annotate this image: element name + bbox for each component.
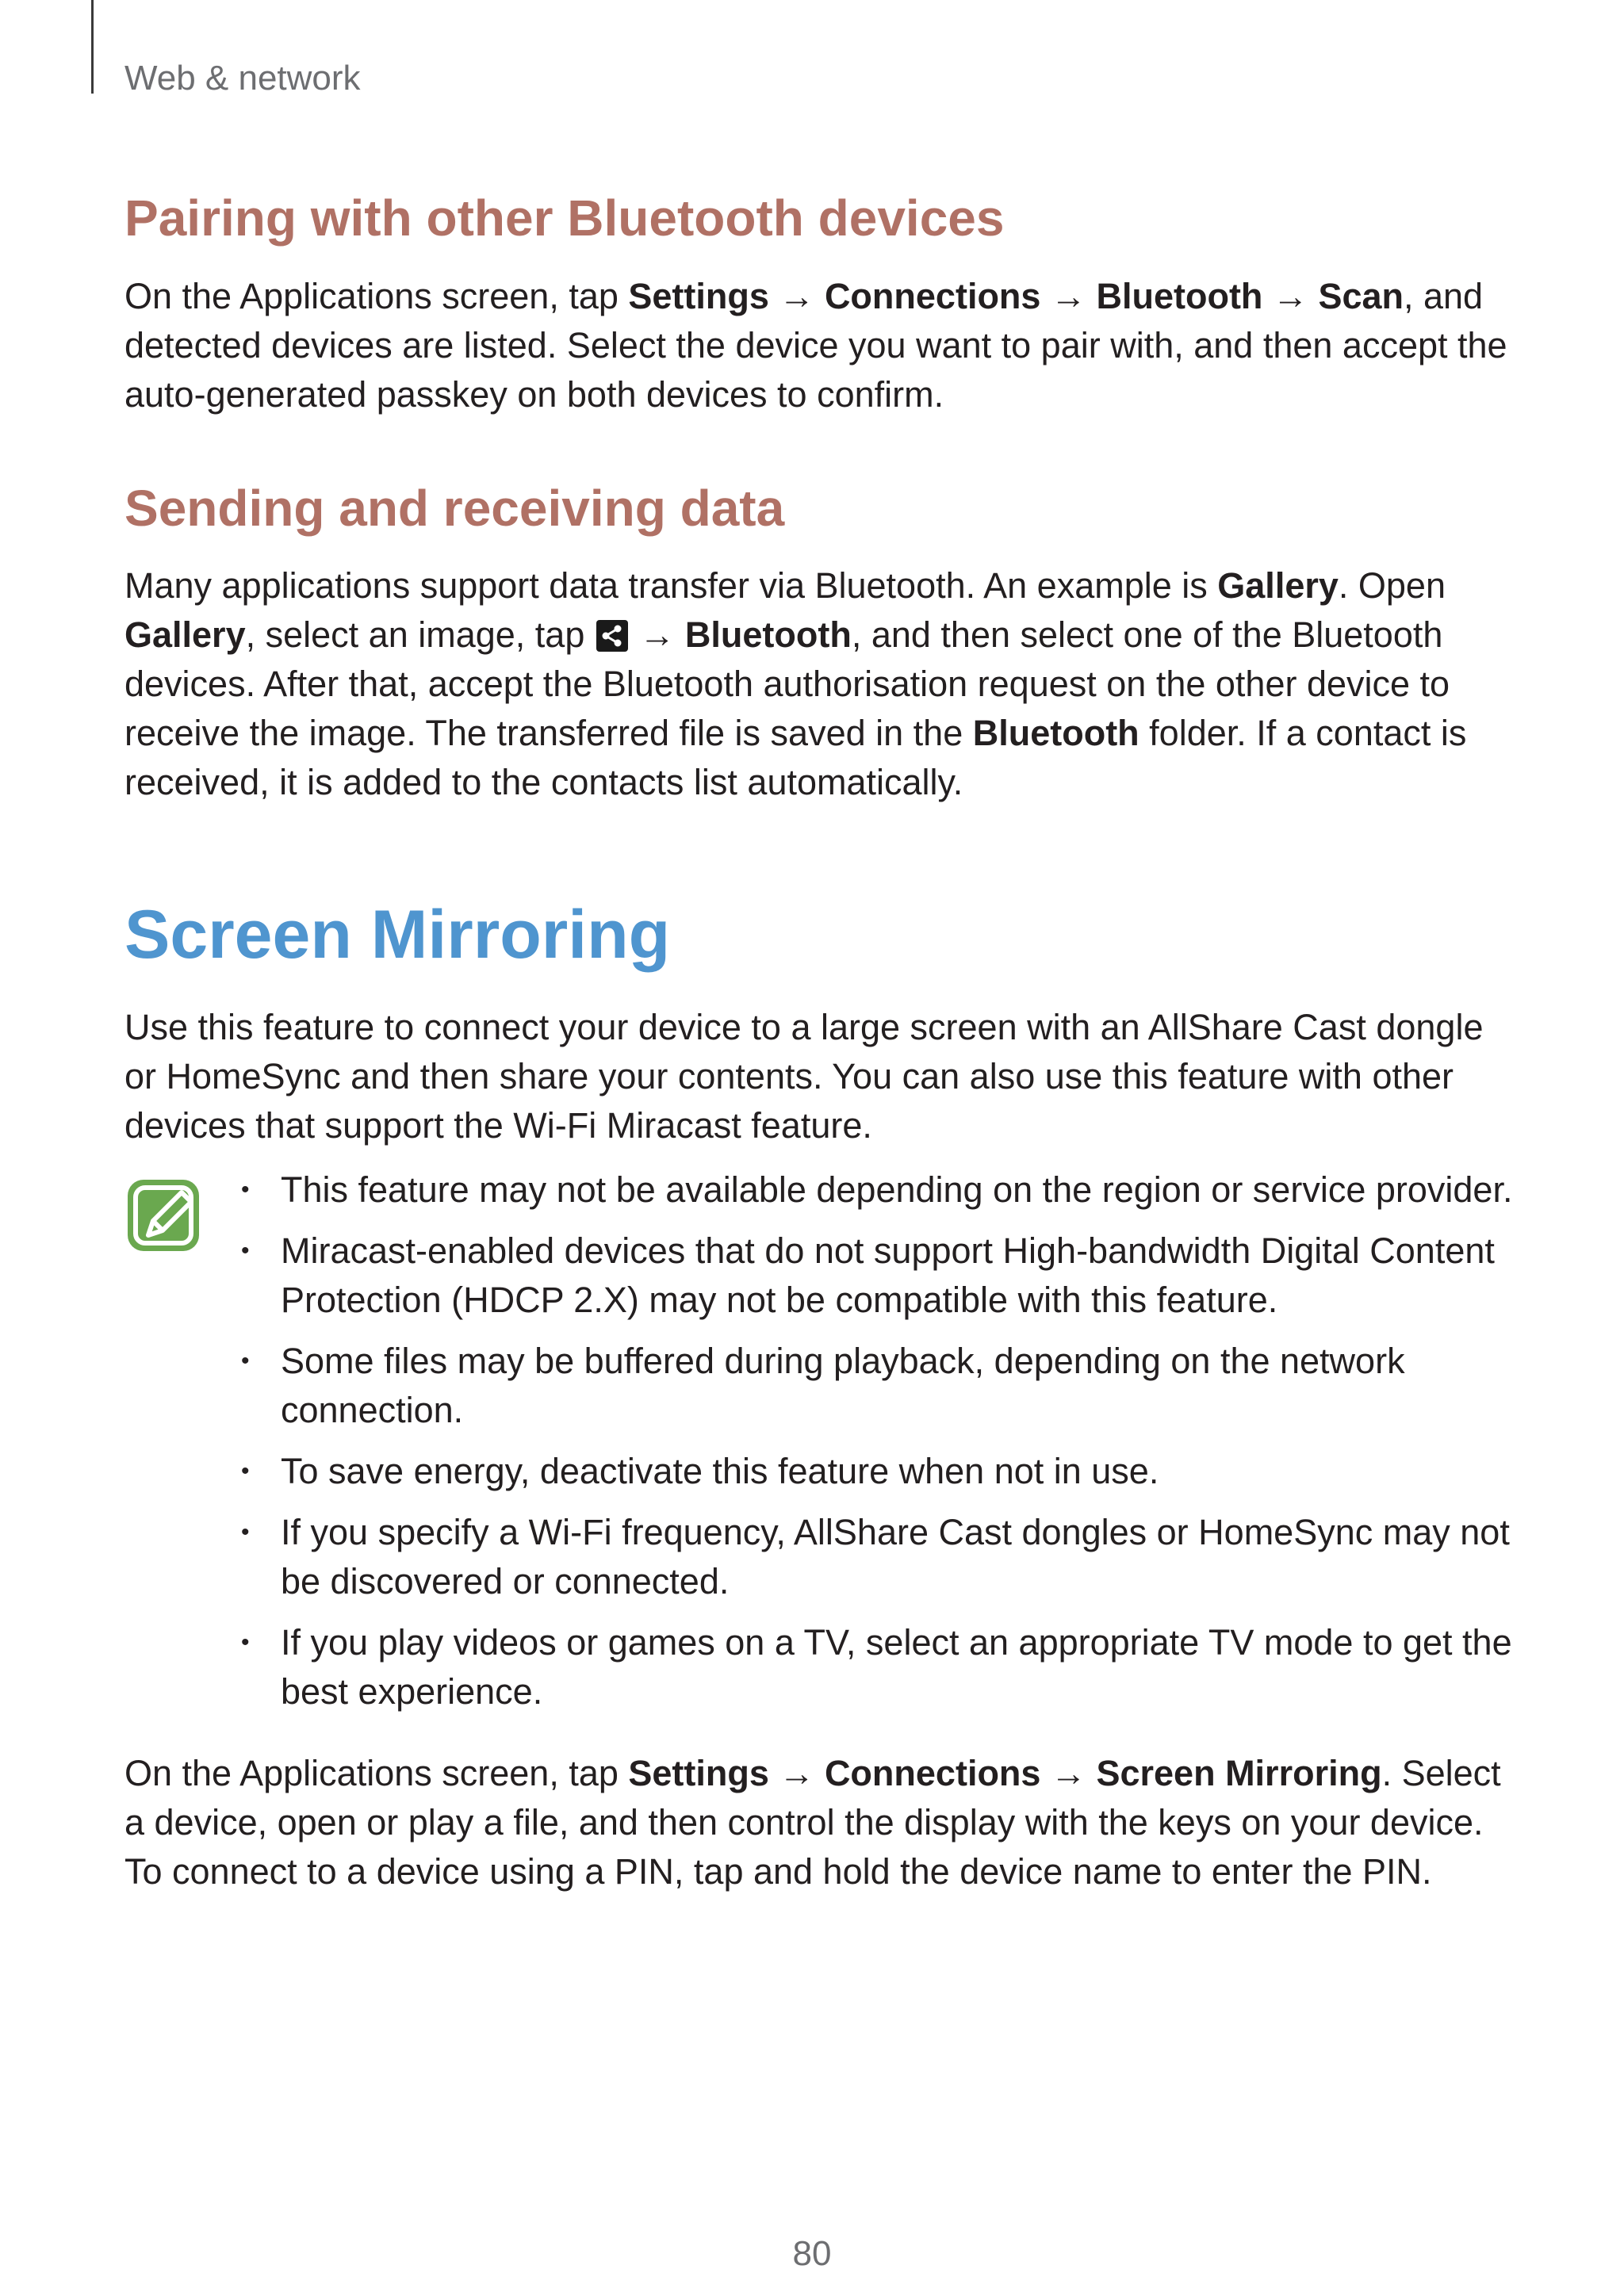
pairing-paragraph: On the Applications screen, tap Settings → Connections → Bluetooth → Scan, and detected devices are listed. Select the device you want to pair with, and then accept the auto-generated passkey on both devices to confirm. [124,276,1507,415]
note-list [238,1165,1522,1728]
page-number: 80 [792,2234,832,2273]
sending-paragraph: Many applications support data transfer via Bluetooth. An example is Gallery. Open Gallery, select an image, tap → Bluetooth, and then select one of the Bluetooth devices. After that, accept the Bluetooth authorisation request on the other device to receive the image. The transferred file is saved in the Bluetooth folder. If a contact is received, it is added to the contacts list automatically. [124,565,1467,802]
note-item: • This feature may not be available depending on the region or service provider. [238,1165,1522,1215]
note-item: • If you specify a Wi-Fi frequency, AllShare Cast dongles or HomeSync may not be discovered or connected. [238,1508,1522,1606]
share-icon [596,620,628,652]
note-item: • If you play videos or games on a TV, select an appropriate TV mode to get the best experience. [238,1618,1522,1716]
mirroring-instructions: On the Applications screen, tap Settings → Connections → Screen Mirroring. Select a device, open or play a file, and then control the display with the keys on your device. To connect to a device using a PIN, tap and hold the device name to enter the PIN. [124,1753,1501,1892]
note-item: • Miracast-enabled devices that do not support High-bandwidth Digital Content Protection (HDCP 2.X) may not be compatible with this feature. [238,1226,1522,1325]
note-icon [124,1177,202,1254]
screen-mirroring-heading: Screen Mirroring [124,897,671,973]
note-item: • To save energy, deactivate this feature when not in use. [238,1447,1522,1496]
mirroring-intro: Use this feature to connect your device to a large screen with an AllShare Cast dongle or HomeSync and then share your contents. You can also use this feature with other devices that support the Wi-Fi Miracast feature. [124,1007,1484,1146]
running-header: Web & network [124,59,361,98]
header-margin-rule [91,0,94,94]
pairing-heading: Pairing with other Bluetooth devices [124,189,1005,247]
note-item: • Some files may be buffered during playback, depending on the network connection. [238,1337,1522,1435]
sending-heading: Sending and receiving data [124,480,785,537]
